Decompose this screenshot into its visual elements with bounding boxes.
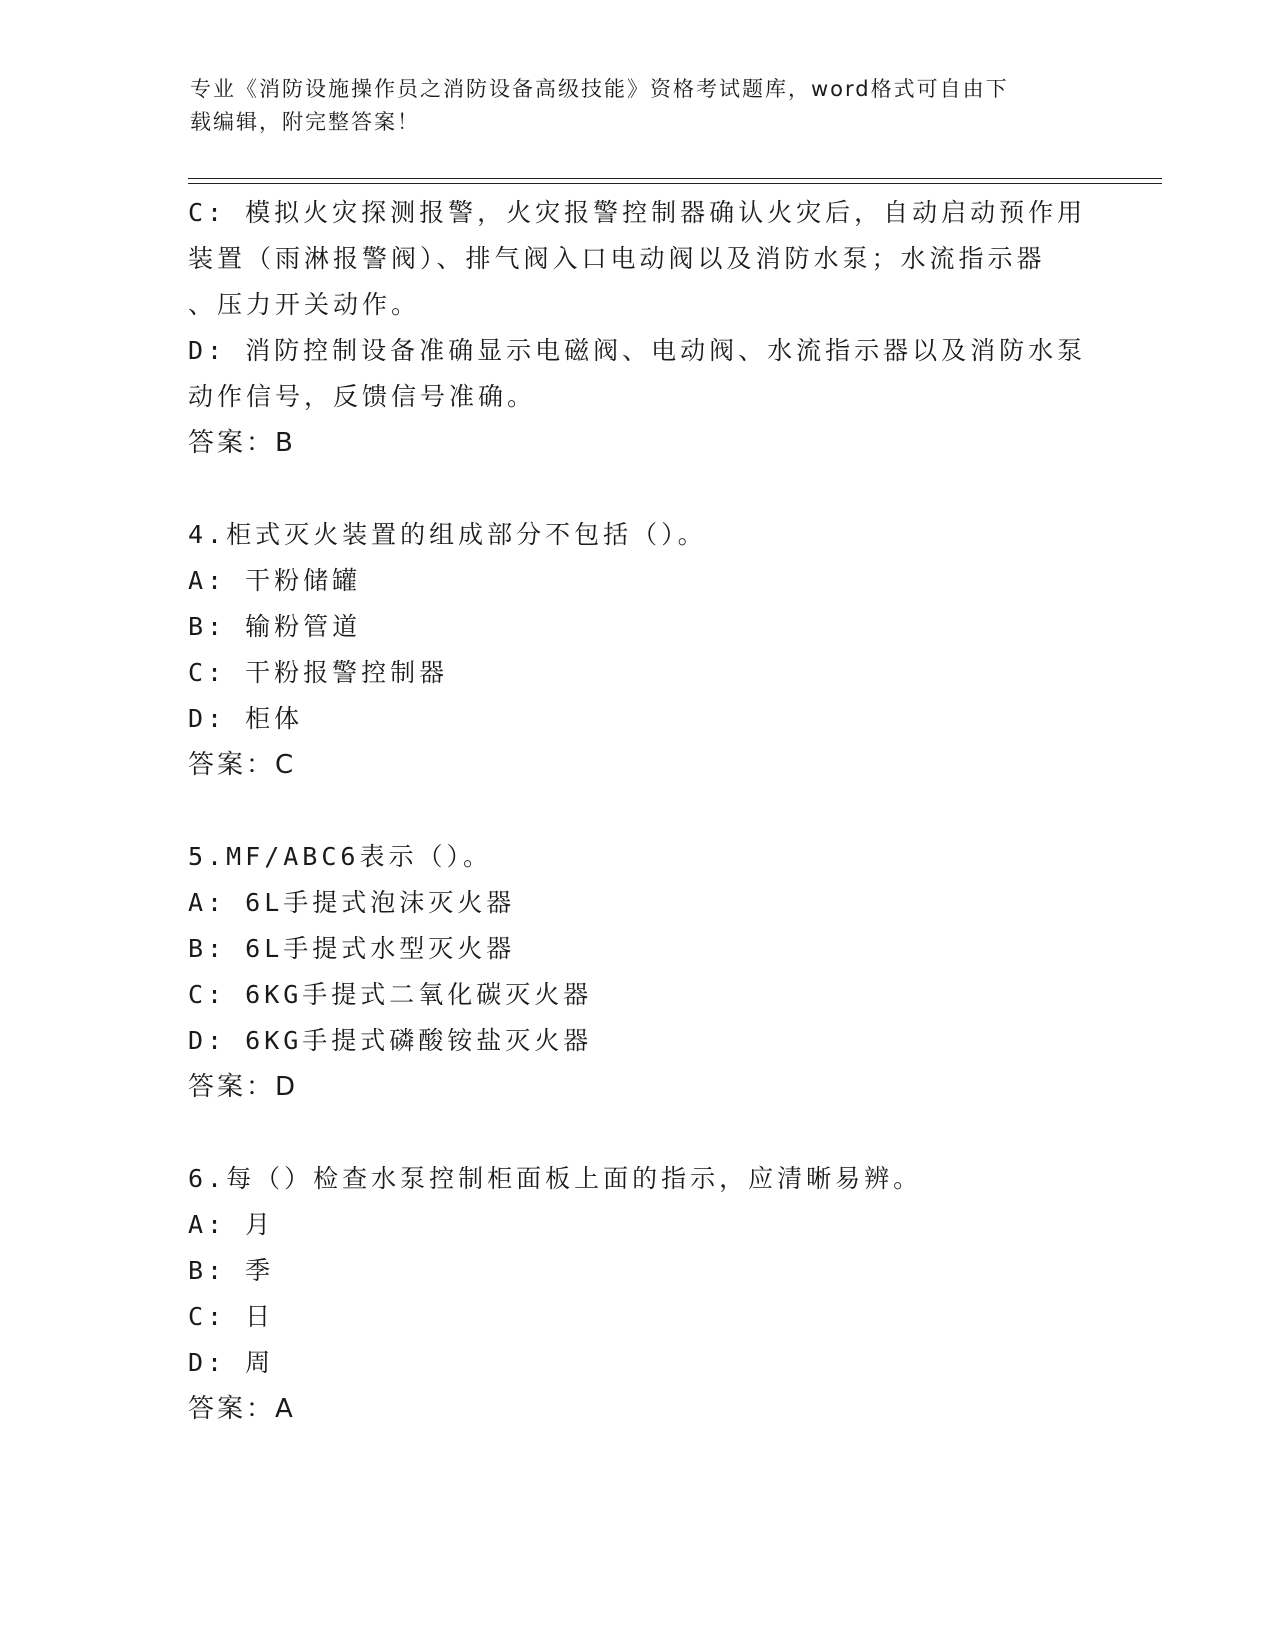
spacer [188,466,1088,512]
spacer [188,788,1088,834]
option-d-line-2: 动作信号，反馈信号准确。 [188,382,537,411]
option-a: A: 6L手提式泡沫灭火器 [188,888,516,917]
spacer [188,1110,1088,1156]
question-stem: 4.柜式灭火装置的组成部分不包括（）。 [188,520,707,549]
question-5 [188,834,1088,1110]
question-stem: 6.每（）检查水泵控制柜面板上面的指示，应清晰易辨。 [188,1164,923,1193]
option-a: A: 干粉储罐 [188,566,362,595]
header-divider-bottom [188,183,1162,184]
option-d: D: 柜体 [188,704,304,733]
option-d: D: 周 [188,1348,275,1377]
option-c: C: 6KG手提式二氧化碳灭火器 [188,980,593,1009]
document-header [190,73,1090,139]
header-divider-top [188,178,1162,179]
option-b: B: 季 [188,1256,275,1285]
answer-line: 答案：A [188,1394,296,1424]
answer-line: 答案：D [188,1072,299,1102]
option-c: C: 干粉报警控制器 [188,658,449,687]
option-c: C: 日 [188,1302,275,1331]
option-d: D: 6KG手提式磷酸铵盐灭火器 [188,1026,593,1055]
answer-line: 答案：C [188,750,297,780]
question-stem: 5.MF/ABC6表示（）。 [188,842,492,871]
option-d-line-1: D: 消防控制设备准确显示电磁阀、电动阀、水流指示器以及消防水泵 [188,336,1087,365]
question-4 [188,512,1088,788]
question-6 [188,1156,1088,1432]
option-c-line-1: C: 模拟火灾探测报警，火灾报警控制器确认火灾后，自动启动预作用 [188,198,1087,227]
option-c-line-3: 、压力开关动作。 [188,290,421,319]
question-content [188,190,1088,1432]
option-a: A: 月 [188,1210,275,1239]
header-line-2: 载编辑，附完整答案！ [190,110,420,134]
option-b: B: 6L手提式水型灭火器 [188,934,516,963]
question-3-continued [188,190,1088,466]
header-line-1: 专业《消防设施操作员之消防设备高级技能》资格考试题库，word格式可自由下 [190,77,1009,101]
option-c-line-2: 装置（雨淋报警阀）、排气阀入口电动阀以及消防水泵；水流指示器 [188,244,1046,273]
option-b: B: 输粉管道 [188,612,362,641]
answer-line: 答案：B [188,428,296,458]
